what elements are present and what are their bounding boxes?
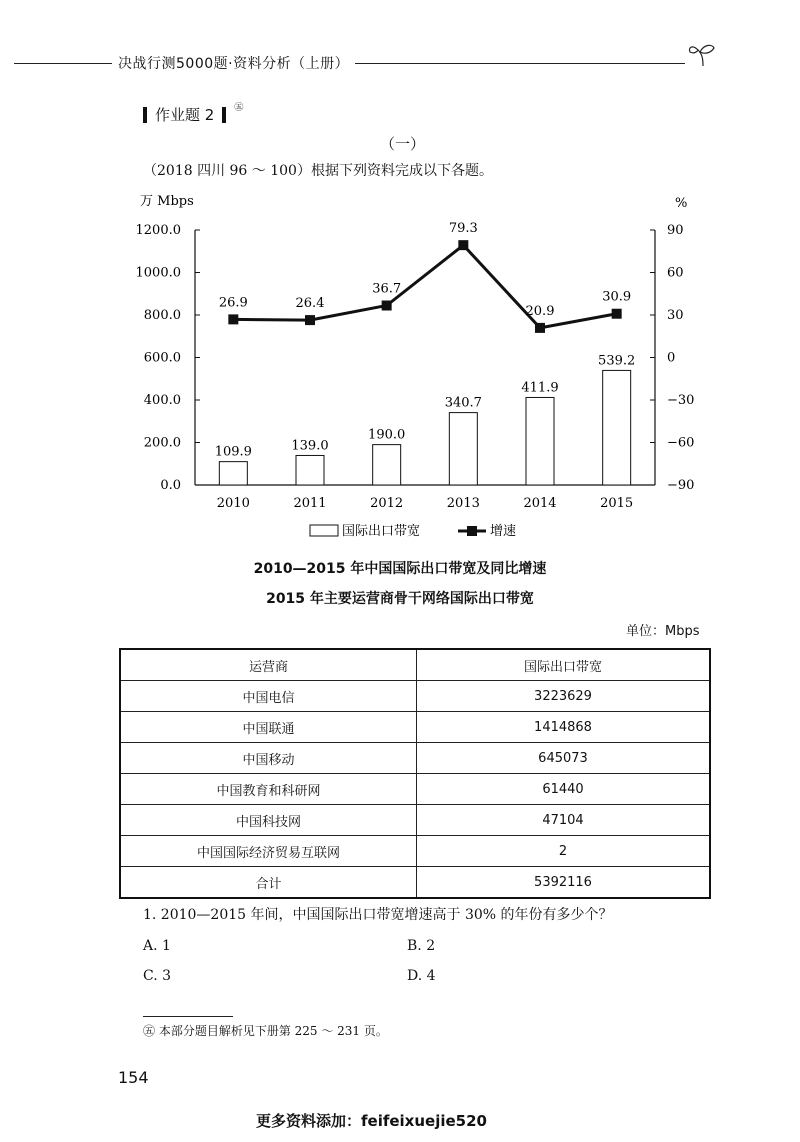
operator-cell: 合计 bbox=[120, 867, 417, 899]
x-tick-label: 2010 bbox=[216, 496, 250, 511]
growth-marker bbox=[612, 309, 622, 319]
right-tick-label: −90 bbox=[667, 478, 695, 493]
bar-value-label: 139.0 bbox=[291, 438, 329, 454]
part-title: （一） bbox=[380, 135, 426, 153]
bar-value-label: 190.0 bbox=[368, 427, 406, 443]
right-tick-label: −60 bbox=[667, 435, 695, 451]
header-rule-right bbox=[355, 63, 685, 64]
growth-marker bbox=[458, 240, 468, 250]
option-a[interactable]: A. 1 bbox=[143, 938, 171, 954]
table-unit: 单位：Mbps bbox=[626, 624, 700, 639]
section-bar-right bbox=[222, 107, 226, 123]
section-label: 作业题 2 bbox=[155, 106, 215, 124]
bandwidth-cell: 61440 bbox=[417, 774, 711, 805]
bandwidth-cell: 1414868 bbox=[417, 712, 711, 743]
growth-marker bbox=[535, 323, 545, 333]
table-header-bandwidth: 国际出口带宽 bbox=[417, 649, 711, 681]
table-header-operator: 运营商 bbox=[120, 649, 417, 681]
x-tick-label: 2014 bbox=[523, 496, 557, 511]
bandwidth-cell: 47104 bbox=[417, 805, 711, 836]
table-total-row bbox=[120, 867, 710, 899]
bar bbox=[603, 370, 631, 485]
section-heading bbox=[143, 104, 243, 125]
right-tick-label: 60 bbox=[667, 265, 684, 281]
bar-value-label: 411.9 bbox=[521, 380, 559, 396]
bar bbox=[373, 445, 401, 485]
bar-value-label: 109.9 bbox=[214, 444, 252, 460]
left-tick-label: 800.0 bbox=[143, 308, 181, 323]
operator-cell: 中国联通 bbox=[120, 712, 417, 743]
running-header: 决战行测5000题·资料分析（上册） bbox=[118, 56, 350, 72]
right-tick-label: 90 bbox=[667, 223, 684, 238]
left-tick-label: 1000.0 bbox=[135, 265, 181, 281]
growth-value-label: 79.3 bbox=[448, 221, 478, 237]
page-number: 154 bbox=[118, 1068, 149, 1087]
section-footnote-mark: ㊄ bbox=[234, 103, 244, 113]
option-d[interactable]: D. 4 bbox=[407, 968, 436, 984]
bandwidth-cell: 645073 bbox=[417, 743, 711, 774]
promo-text: 更多资料添加：feifeixuejie520 bbox=[256, 1112, 487, 1130]
left-tick-label: 400.0 bbox=[143, 393, 181, 408]
operator-cell: 中国科技网 bbox=[120, 805, 417, 836]
left-tick-label: 200.0 bbox=[143, 435, 181, 451]
x-tick-label: 2013 bbox=[446, 496, 480, 511]
bandwidth-cell: 5392116 bbox=[417, 867, 711, 899]
growth-value-label: 26.4 bbox=[295, 296, 325, 312]
legend-bar-swatch bbox=[310, 525, 338, 536]
x-tick-label: 2015 bbox=[600, 496, 634, 511]
growth-marker bbox=[305, 315, 315, 325]
left-tick-label: 600.0 bbox=[143, 350, 181, 366]
sprout-icon bbox=[686, 40, 720, 68]
left-tick-label: 0.0 bbox=[160, 478, 181, 493]
growth-marker bbox=[382, 301, 392, 311]
bandwidth-cell: 3223629 bbox=[417, 681, 711, 712]
bar bbox=[526, 397, 554, 485]
right-tick-label: 30 bbox=[667, 308, 684, 323]
bar bbox=[219, 462, 247, 485]
chart-title: 2010—2015 年中国国际出口带宽及同比增速 bbox=[253, 561, 547, 577]
combo-chart bbox=[0, 185, 800, 550]
operator-cell: 中国移动 bbox=[120, 743, 417, 774]
legend-line-marker bbox=[467, 526, 477, 536]
x-tick-label: 2011 bbox=[293, 496, 327, 511]
growth-line bbox=[233, 245, 616, 328]
bar bbox=[449, 413, 477, 485]
table-row bbox=[120, 712, 710, 743]
footnote-text: ㊄ 本部分题目解析见下册第 225 ～ 231 页。 bbox=[143, 1024, 388, 1038]
intro-text: （2018 四川 96 ～ 100）根据下列资料完成以下各题。 bbox=[143, 163, 493, 179]
option-b[interactable]: B. 2 bbox=[407, 938, 436, 954]
left-axis-label: 万 Mbps bbox=[140, 194, 194, 209]
growth-value-label: 26.9 bbox=[218, 295, 248, 311]
operator-bandwidth-table bbox=[119, 648, 711, 899]
footnote-rule bbox=[143, 1016, 233, 1017]
option-c[interactable]: C. 3 bbox=[143, 968, 172, 984]
growth-value-label: 20.9 bbox=[525, 303, 555, 319]
bandwidth-cell: 2 bbox=[417, 836, 711, 867]
bar bbox=[296, 455, 324, 485]
table-row bbox=[120, 805, 710, 836]
operator-cell: 中国国际经济贸易互联网 bbox=[120, 836, 417, 867]
table-row bbox=[120, 774, 710, 805]
bar-value-label: 340.7 bbox=[444, 395, 482, 411]
growth-value-label: 30.9 bbox=[602, 289, 632, 305]
question-text: 1. 2010—2015 年间，中国国际出口带宽增速高于 30% 的年份有多少个？ bbox=[143, 907, 613, 923]
table-title: 2015 年主要运营商骨干网络国际出口带宽 bbox=[266, 591, 534, 607]
growth-value-label: 36.7 bbox=[372, 281, 402, 297]
operator-cell: 中国教育和科研网 bbox=[120, 774, 417, 805]
legend-line-label: 增速 bbox=[490, 524, 517, 539]
growth-marker bbox=[228, 314, 238, 324]
table-row bbox=[120, 743, 710, 774]
table-header-row bbox=[120, 649, 710, 681]
right-tick-label: 0 bbox=[667, 350, 676, 366]
bar-value-label: 539.2 bbox=[598, 353, 636, 369]
left-tick-label: 1200.0 bbox=[135, 223, 181, 238]
legend-bar-label: 国际出口带宽 bbox=[342, 524, 421, 539]
operator-cell: 中国电信 bbox=[120, 681, 417, 712]
right-tick-label: −30 bbox=[667, 393, 695, 408]
section-bar-left bbox=[143, 107, 147, 123]
table-row bbox=[120, 681, 710, 712]
table-row bbox=[120, 836, 710, 867]
header-rule-left bbox=[14, 63, 112, 64]
x-tick-label: 2012 bbox=[370, 496, 404, 511]
right-axis-label: % bbox=[675, 196, 688, 211]
